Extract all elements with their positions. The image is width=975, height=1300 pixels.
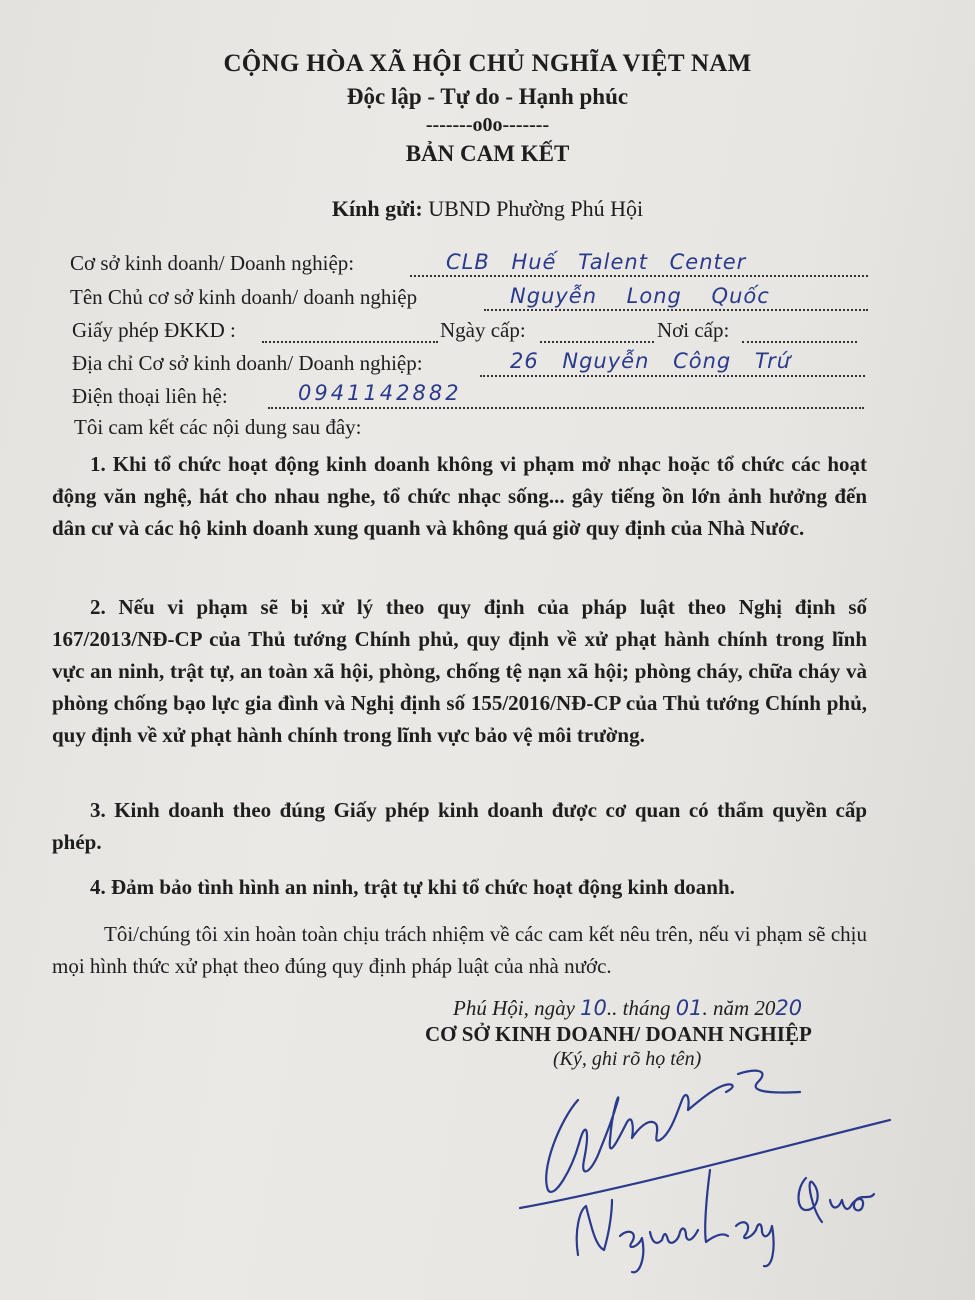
place-date-line <box>453 996 802 1021</box>
address-value: 26 Nguyễn Công Trứ <box>510 349 792 373</box>
address-label: Địa chỉ Cơ sở kinh doanh/ Doanh nghiệp: <box>72 351 423 375</box>
phone-dots <box>268 407 864 409</box>
separator: -------o0o------- <box>425 114 550 136</box>
year-label: . năm 20 <box>702 996 776 1020</box>
year-value: 20 <box>775 996 803 1020</box>
issue-date-label: Ngày cấp: <box>440 318 526 342</box>
document-title: BẢN CAM KẾT <box>405 141 570 166</box>
owner-label: Tên Chủ cơ sở kinh doanh/ doanh nghiệp <box>70 285 418 309</box>
day-value: 10 <box>580 996 607 1020</box>
place-label: Phú Hội, ngày <box>453 996 575 1020</box>
sign-note: (Ký, ghi rõ họ tên) <box>553 1048 702 1070</box>
license-label: Giấy phép ĐKKD : <box>72 318 236 342</box>
issue-place-dots <box>742 341 857 343</box>
commitment-4: 4. Đảm bảo tình hình an ninh, trật tự khi tổ chức hoạt động kinh doanh. <box>90 875 735 899</box>
business-label: Cơ sở kinh doanh/ Doanh nghiệp: <box>70 251 355 275</box>
addressee-value: UBND Phường Phú Hội <box>428 196 644 221</box>
owner-dots <box>484 309 868 311</box>
commitment-3: 3. Kinh doanh theo đúng Giấy phép kinh doanh được cơ quan có thẩm quyền cấp phép. <box>52 798 867 854</box>
addressee-line <box>0 196 975 222</box>
closing-statement: Tôi/chúng tôi xin hoàn toàn chịu trách nhiệm về các cam kết nêu trên, nếu vi phạm sẽ chịu mọi hình thức xử phạt theo đúng quy định pháp luật của nhà nước. <box>52 922 867 978</box>
commitment-2: 2. Nếu vi phạm sẽ bị xử lý theo quy định của pháp luật theo Nghị định số 167/2013/NĐ-CP của Thủ tướng Chính phủ, quy định về xử phạt hành chính trong lĩnh vực an ninh, trật tự, an toàn xã hội, phòng, chống tệ nạn xã hội; phòng cháy, chữa cháy và phòng chống bạo lực gia đình và Nghị định số 155/2016/NĐ-CP của Thủ tướng Chính phủ, quy định về xử phạt hành chính trong lĩnh vực bảo vệ môi trường. <box>52 595 867 747</box>
intro-text: Tôi cam kết các nội dung sau đây: <box>74 415 362 439</box>
handwritten-signature <box>500 1060 920 1290</box>
nation-heading: CỘNG HÒA XÃ HỘI CHỦ NGHĨA VIỆT NAM <box>223 50 752 77</box>
owner-value: Nguyễn Long Quốc <box>510 284 770 308</box>
motto: Độc lập - Tự do - Hạnh phúc <box>346 84 629 109</box>
commitment-1: 1. Khi tổ chức hoạt động kinh doanh không vi phạm mở nhạc hoặc tổ chức các hoạt động văn nghệ, hát cho nhau nghe, tổ chức nhạc sống... gây tiếng ồn lớn ảnh hưởng đến dân cư và các hộ kinh doanh xung quanh và không quá giờ quy định của Nhà Nước. <box>52 452 867 540</box>
business-value: CLB Huế Talent Center <box>446 250 747 274</box>
phone-label: Điện thoại liên hệ: <box>72 384 228 408</box>
issue-place-label: Nơi cấp: <box>657 318 730 342</box>
phone-value: 0941142882 <box>298 381 462 405</box>
month-value: 01 <box>675 996 703 1020</box>
signer-org: CƠ SỞ KINH DOANH/ DOANH NGHIỆP <box>425 1022 812 1046</box>
month-label: .. tháng <box>606 996 671 1020</box>
business-dots <box>410 275 868 277</box>
addressee-label: Kính gửi: <box>331 196 423 221</box>
issue-date-dots <box>540 341 654 343</box>
license-dots <box>262 341 438 343</box>
address-dots <box>480 375 865 377</box>
